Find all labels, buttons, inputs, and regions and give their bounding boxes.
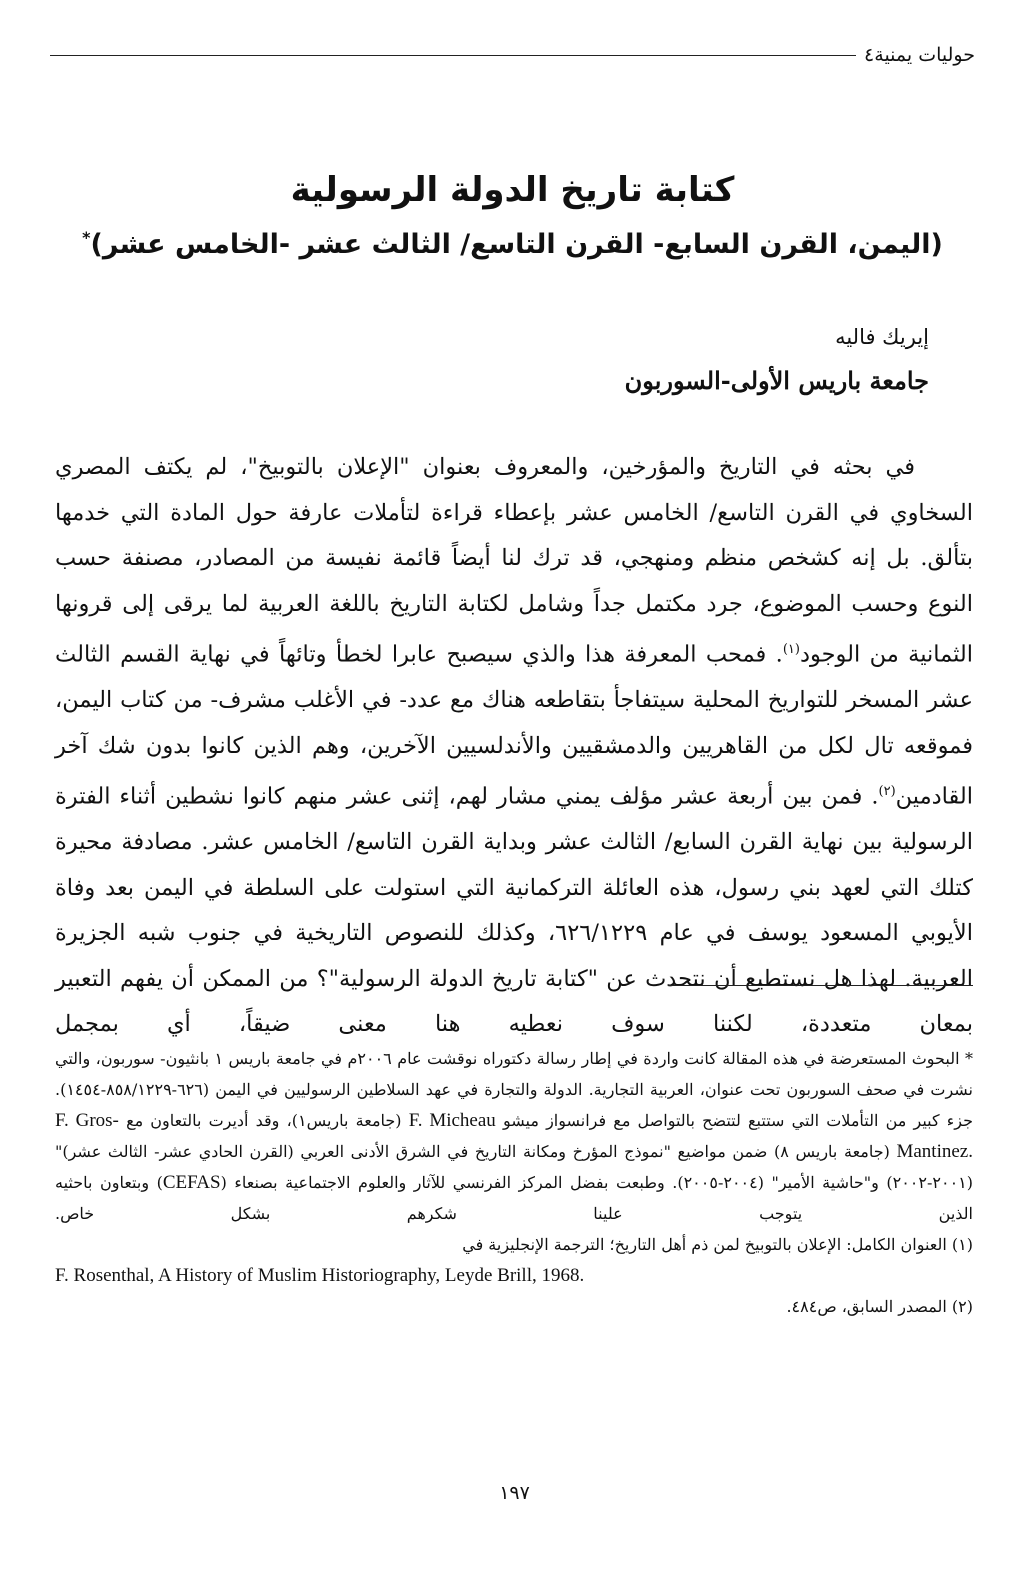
footnote-1: (١) العنوان الكامل: الإعلان بالتوبيخ لمن ذم أهل التاريخ؛ الترجمة الإنجليزية في: [462, 1235, 973, 1254]
page-number: ١٩٧: [499, 1482, 530, 1504]
article-subtitle: [60, 228, 965, 260]
footnote-star-text-c: (جامعة باريس ٨) ضمن مواضيع "نموذج المؤرخ ومكانة التاريخ في الشرق الأدنى العربي (القرن الحادي عشر- الثالث عشر)" (٢٠٠١-٢٠٠٢) و"حاشية الأمير" (٢٠٠٤-٢٠٠٥). وطبعت بفضل المركز الفرنسي للآثار والعلوم الاجتماعية بصنعاء (: [55, 1142, 974, 1192]
footnote-ref-1: (١): [782, 642, 800, 657]
footnote-star-latin-1: F. Micheau: [408, 1110, 496, 1131]
journal-name: حوليات يمنية٤: [864, 44, 975, 66]
footnote-1-citation: F. Rosenthal, A History of Muslim Historiography, Leyde Brill, 1968.: [55, 1265, 585, 1286]
footnote-star-text-a: * البحوث المستعرضة في هذه المقالة كانت واردة في إطار رسالة دكتوراه نوقشت عام ٢٠٠٦م في جامعة باريس ١ بانثيون- سوربون، والتي نشرت في صحف السوربون تحت عنوان، العربية التجارية. الدولة والتجارة في عهد السلاطين الرسوليين في اليمن (٦٢٦-٨٥٨/١٢٢٩-١٤٥٤). جزء كبير من التأملات التي ستتبع لتتضح بالتواصل مع فرانسواز ميشو: [55, 1049, 974, 1130]
author-affiliation: جامعة باريس الأولى-السوربون: [624, 366, 929, 395]
footnotes: [55, 1043, 973, 1322]
footnote-star-latin-3: CEFAS: [162, 1172, 221, 1193]
footnote-star: [55, 1043, 973, 1229]
footnote-star-text-d: ) وبتعاون باحثيه الذين يتوجب علينا شكرهم بشكل خاص.: [55, 1173, 973, 1223]
footnote-star-latin-2: F. Gros-Mantinez.: [55, 1110, 973, 1162]
subtitle-footnote-marker: *: [82, 228, 91, 247]
body-text-part2: . فمحب المعرفة هذا والذي سيصبح عابرا لخطأ وتائهاً في نهاية القسم الثالث عشر المسخر للتواريخ المحلية سيتفاجأ بتقاطعه هناك مع عدد- في الأغلب مشرف- من كتاب اليمن، فموقعه تال لكل من القاهريين والدمشقيين والأندلسيين الآخرين، وهم الذين كانوا بدون شك آخر القادمين: [55, 641, 973, 810]
article-body: [55, 445, 973, 1048]
body-paragraph: [55, 445, 973, 1048]
footnote-ref-2: (٢): [878, 784, 896, 799]
body-text-part1: في بحثه في التاريخ والمؤرخين، والمعروف بعنوان "الإعلان بالتوبيخ"، لم يكتف المصري السخاوي في القرن التاسع/ الخامس عشر بإعطاء قراءة لتأملات عارفة حول المادة التي خدمها بتألق. بل إنه كشخص منظم ومنهجي، قد ترك لنا أيضاً قائمة نفيسة من المصادر، مصنفة حسب النوع وحسب الموضوع، جرد مكتمل جداً وشامل لكتابة التاريخ باللغة العربية لما يرقى إلى قرونها الثمانية من الوجود: [55, 454, 974, 668]
body-text-part3: . فمن بين أربعة عشر مؤلف يمني مشار لهم، إثنى عشر منهم كانوا نشطين أثناء الفترة الرسولية بين نهاية القرن السابع/ الثالث عشر وبداية القرن التاسع/ الخامس عشر. مصادفة محيرة كتلك التي لعهد بني رسول، هذه العائلة التركمانية التي استولت على السلطة في اليمن بعد وفاة الأيوبي المسعود يوسف في عام ٦٢٦/١٢٢٩، وكذلك للنصوص التاريخية في جنوب شبه الجزيرة العربية. لهذا هل نستطيع أن نتحدث عن "كتابة تاريخ الدولة الرسولية"؟ من الممكن أن يفهم التعبير بمعان متعددة، لكننا سوف نعطيه هنا معنى ضيقاً، أي بمجمل: [55, 783, 973, 1037]
running-header: [50, 40, 975, 70]
article-title-block: [60, 170, 965, 260]
footnote-separator: [668, 985, 973, 986]
header-rule: [50, 55, 856, 56]
article-subtitle-text: (اليمن، القرن السابع- القرن التاسع/ الثالث عشر -الخامس عشر): [90, 229, 943, 260]
footnote-star-text-b: (جامعة باريس١)، وقد أديرت بالتعاون مع: [126, 1111, 402, 1130]
author-name: إيريك فاليه: [835, 325, 929, 349]
article-title: كتابة تاريخ الدولة الرسولية: [290, 170, 735, 210]
footnote-2: (٢) المصدر السابق، ص٤٨٤.: [786, 1297, 973, 1316]
